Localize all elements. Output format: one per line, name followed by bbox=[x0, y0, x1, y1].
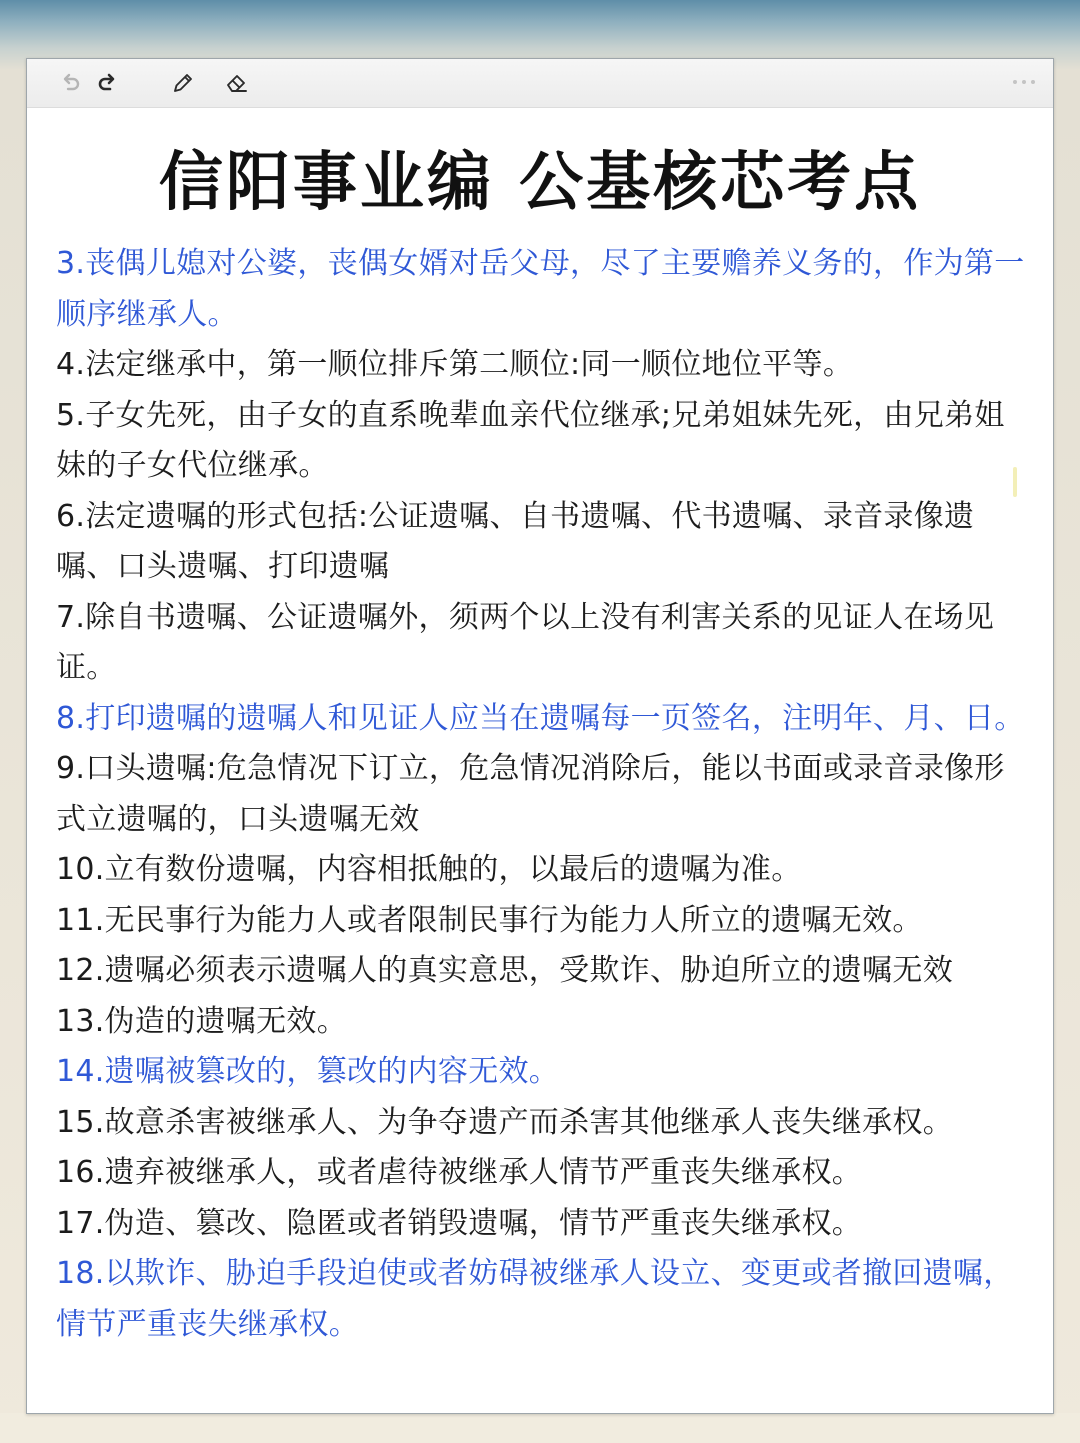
note-item: 4.法定继承中，第一顺位排斥第二顺位:同一顺位地位平等。 bbox=[56, 347, 854, 382]
pencil-icon[interactable] bbox=[169, 69, 197, 97]
more-icon[interactable] bbox=[1013, 77, 1047, 87]
undo-icon[interactable] bbox=[57, 69, 85, 97]
eraser-icon[interactable] bbox=[223, 69, 251, 97]
note-window bbox=[26, 58, 1054, 1414]
note-item: 11.无民事行为能力人或者限制民事行为能力人所立的遗嘱无效。 bbox=[56, 902, 923, 938]
note-item: 8.打印遗嘱的遗嘱人和见证人应当在遗嘱每一页签名，注明年、月、日。 bbox=[56, 700, 1025, 736]
note-item: 7.除自书遗嘱、公证遗嘱外，须两个以上没有利害关系的见证人在场见证。 bbox=[56, 599, 995, 685]
note-item: 15.故意杀害被继承人、为争夺遗产而杀害其他继承人丧失继承权。 bbox=[56, 1104, 954, 1140]
toolbar bbox=[27, 59, 1053, 108]
note-item: 16.遗弃被继承人，或者虐待被继承人情节严重丧失继承权。 bbox=[56, 1155, 863, 1190]
margin-mark bbox=[1013, 467, 1017, 497]
note-item: 12.遗嘱必须表示遗嘱人的真实意思，受欺诈、胁迫所立的遗嘱无效 bbox=[56, 953, 954, 988]
page-title: 信阳事业编 公基核芯考点 bbox=[158, 146, 922, 220]
note-item: 18.以欺诈、胁迫手段迫使或者妨碍被继承人设立、变更或者撤回遗嘱，情节严重丧失继承权。 bbox=[56, 1256, 1014, 1342]
note-item: 13.伪造的遗嘱无效。 bbox=[56, 1003, 348, 1039]
notes-list bbox=[56, 239, 1032, 1350]
note-item: 9.口头遗嘱:危急情况下订立，危急情况消除后，能以书面或录音录像形式立遗嘱的，口头遗嘱无效 bbox=[56, 751, 1005, 837]
note-item: 3.丧偶儿媳对公婆，丧偶女婿对岳父母，尽了主要赡养义务的，作为第一顺序继承人。 bbox=[56, 246, 1025, 332]
note-item: 6.法定遗嘱的形式包括:公证遗嘱、自书遗嘱、代书遗嘱、录音录像遗嘱、口头遗嘱、打印遗嘱 bbox=[56, 498, 975, 584]
note-item: 10.立有数份遗嘱，内容相抵触的，以最后的遗嘱为准。 bbox=[56, 852, 802, 887]
note-item: 17.伪造、篡改、隐匿或者销毁遗嘱，情节严重丧失继承权。 bbox=[56, 1205, 863, 1241]
background-band bbox=[0, 1413, 1080, 1443]
note-item: 14.遗嘱被篡改的，篡改的内容无效。 bbox=[56, 1054, 560, 1089]
redo-icon[interactable] bbox=[93, 69, 121, 97]
note-item: 5.子女先死，由子女的直系晚辈血亲代位继承;兄弟姐妹先死，由兄弟姐妹的子女代位继承。 bbox=[56, 397, 1005, 483]
